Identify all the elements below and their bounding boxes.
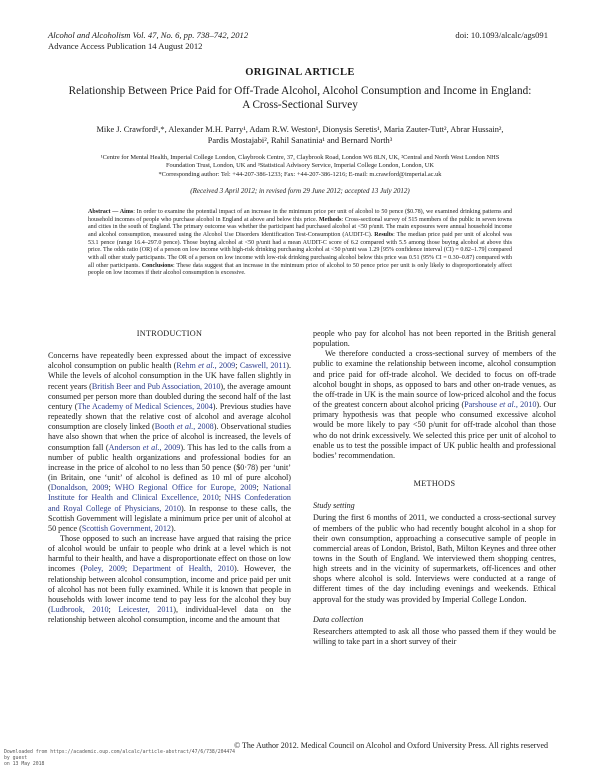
citation-link[interactable]: The Academy of Medical Sciences, 2004 [77, 401, 213, 411]
corresponding-author: *Corresponding author: Tel: +44-207-386-1233; Fax: +44-207-386-1216; E-mail: m.crawford@imperial.ac.uk [158, 170, 442, 178]
citation-link[interactable]: Caswell, 2011 [239, 361, 287, 371]
citation-link[interactable]: Booth [154, 422, 177, 432]
title-line-1: Relationship Between Price Paid for Off-Trade Alcohol, Alcohol Consumption and Income in England: [68, 85, 532, 97]
citation-link[interactable]: NHS Confederation and Royal College of Physicians, 2010 [48, 493, 291, 513]
aims-text: : In order to examine the potential impact of an increase in the minimum price per unit of alcohol to 50 pence ($0.78), we examined drinking patterns and household incomes of people who purchase alcohol in England at above and below this price. [88, 209, 512, 223]
aims-label: Aims [119, 209, 134, 215]
results-label: Results [374, 231, 394, 238]
intro-paragraph-1: Concerns have repeatedly been expressed about the impact of excessive alcohol consumption on public health (Rehm et al., 2009; Caswell, 2011). While the levels of alcohol consumption in the UK have fallen slightly in recent years (British Beer and Pub Association, 2010), the average amount consumed per person more than doubled during the second half of the last century (The Academy of Medical Sciences, 2004). Previous studies have repeatedly shown that the relative cost of alcohol and average alcohol consumption are closely linked (Booth et al., 2008). Observational studies have also shown that when the price of alcohol is increased, the levels of consumption fall (Anderson et al., 2009). This has led to the calls from a number of public health organizations and professional bodies for an increase in the price of alcohol to no less than 50 pence ($0·78) per ‘unit’ (in Britain, one ‘unit’ of alcohol is defined as 10 ml of pure alcohol) (Donaldson, 2009; WHO Regional Office for Europe, 2009; National Institute for Health and Clinical Excellence, 2010; NHS Confederation and Royal College of Physicians, 2010). In response to these calls, the Scottish Government will legislate a minimum price per unit of alcohol at 50 pence (Scottish Government, 2012). [48, 351, 292, 533]
study-setting-subheading: Study setting [313, 501, 355, 511]
citation-link[interactable]: et al. [176, 422, 194, 432]
running-header [48, 30, 248, 52]
citation-link[interactable]: British Beer and Pub Association, 2010 [91, 381, 221, 391]
authors-line-2: Pardis Mostajabi², Rahil Sanatinia¹ and Bernard North³ [207, 136, 393, 145]
left-column [48, 329, 291, 625]
citation-link[interactable]: Poley, 2009 [83, 564, 125, 574]
article-type: ORIGINAL ARTICLE [245, 67, 355, 78]
introduction-heading: INTRODUCTION [136, 329, 203, 338]
citation-link[interactable]: WHO Regional Office for Europe, 2009 [114, 483, 257, 493]
intro-paragraph-3: people who pay for alcohol has not been reported in the British general population. [313, 329, 556, 349]
methods-text: : Cross-sectional survey of 515 members of the public in seven towns and cities in the south of England. The primary outcome was whether the participant had purchased alcohol at <50 p/unit. The main exposures were annual household income and alcohol consumption, measured using the Alcohol Use Disorders Identification Test-Consumption (AUDIT-C). [88, 216, 512, 238]
copyright-notice: © The Author 2012. Medical Council on Alcohol and Oxford University Press. All rights reserved [234, 741, 548, 750]
conclusions-label: Conclusions [141, 262, 173, 269]
data-collection-subheading: Data collection [313, 614, 364, 624]
citation-link[interactable]: et al. [499, 400, 516, 410]
results-text: : The median price paid per unit of alcohol was 53.1 pence (range 16.4–297.0 pence). Those buying alcohol at <50 p/unit had a mean AUDIT-C score of 6.2 compared with 5.5 among those buying alcohol at above this price. The odds ratio (OR) of a person on low income with high-risk drinking purchasing alcohol at <50 p/unit was 1.29 [95% confidence interval (CI) = 0.82–1.79] compared with all other study participants. The OR of a person on low income with low-risk drinking purchasing alcohol below this price was 0.51 (95% CI = 0.30–0.87) compared with all other participants. [88, 231, 512, 269]
citation-link[interactable]: et al. [142, 442, 160, 452]
citation-link[interactable]: Rehm [176, 361, 199, 371]
affiliations-line-2: Foundation Trust, London, UK and ³Statistical Advisory Service, Imperial College London, London, UK [166, 162, 434, 170]
affiliations-line-1: ¹Centre for Mental Health, Imperial College London, Claybrook Centre, 37, Claybrook Road, London W6 8LN, UK, ²Central and North West London NHS [100, 154, 500, 161]
journal-citation: Alcohol and Alcoholism Vol. 47, No. 6, pp. 738–742, 2012 [48, 30, 249, 40]
citation-link[interactable]: , 2009 [214, 361, 236, 371]
methods-heading: METHODS [413, 479, 456, 489]
citation-link[interactable]: National Institute for Health and Clinical Excellence, 2010 [48, 483, 291, 503]
citation-link[interactable]: Leicester, 2011 [118, 605, 174, 615]
conclusions-text: : These data suggest that an increase in the minimum price of alcohol to 50 pence price per unit is only likely to disproportionately affect people on low incomes if their alcohol consumption is excessive. [88, 262, 512, 277]
intro-paragraph-4: We therefore conducted a cross-sectional survey of members of the public to examine the relationship between income, alcohol consumption and price paid for off-trade alcohol. We decided to focus on off-trade alcohol bought in shops, as opposed to bars and other on-trade venues, as the off-trade in UK is the main source of low-priced alcohol and the focus of the greatest concern about alcohol pricing (Parshouse et al., 2010). Our primary hypothesis was that people who consumed excessive alcohol would be more likely to pay <50 p/unit for off-trade alcohol than those who do not drink excessively. We selected this price per unit of alcohol to enable us to test the possible impact of UK public health and professional bodies’ recommendation. [313, 349, 557, 460]
article-title [60, 84, 540, 112]
citation-link[interactable]: , 2010 [515, 400, 537, 410]
author-list [48, 124, 552, 146]
citation-link[interactable]: , 2008 [193, 422, 214, 432]
download-date: on 13 May 2018 [4, 762, 45, 767]
affiliations [48, 154, 552, 179]
citation-link[interactable]: Parshouse [464, 400, 500, 410]
dates-text: Received 3 April 2012; in revised form 29 June 2012; accepted 13 July 2012 [192, 187, 408, 195]
citation-link[interactable]: Department of Health, 2010 [132, 564, 234, 574]
data-collection-paragraph: Researchers attempted to ask all those who passed them if they would be willing to take part in a short survey of their [313, 626, 556, 647]
title-line-2: A Cross-Sectional Survey [242, 99, 358, 111]
citation-link[interactable]: et al. [198, 361, 215, 371]
citation-link[interactable]: Donaldson, 2009 [50, 483, 109, 493]
citation-link[interactable]: Ludbrook, 2010 [50, 605, 109, 615]
citation-link[interactable]: Scottish Government, 2012 [81, 523, 171, 533]
download-stamp [4, 750, 235, 768]
abstract-label: Abstract — [88, 209, 120, 215]
download-url[interactable]: Downloaded from https://academic.oup.com/alcalc/article-abstract/47/6/738/204474 [4, 750, 236, 755]
received-dates: (Received 3 April 2012; in revised form 29 June 2012; accepted 13 July 2012) [190, 187, 410, 195]
methods-label: Methods [318, 216, 342, 223]
study-setting-paragraph: During the first 6 months of 2011, we conducted a cross-sectional survey of members of the public who had recently bought alcohol in a shop for their own consumption, approaching a consecutive sample of people in commercial areas of London, Bristol, Bath, Milton Keynes and three other towns in the South of England. We interviewed them shopping centres, high streets and in the vicinity of supermarkets, off-licences and other shops where alcohol is sold. Interviews were conducted at a range of different times of the day including evenings and weekends. Ethical approval for the study was provided by Imperial College London. [313, 513, 556, 604]
doi-link[interactable]: doi: 10.1093/alcalc/ags091 [455, 30, 548, 40]
right-column [313, 329, 556, 647]
authors-line-1: Mike J. Crawford¹,*, Alexander M.H. Parry¹, Adam R.W. Weston¹, Dionysis Seretis¹, Maria Zauter-Tutt², Abrar Hussain², [96, 125, 504, 134]
citation-link[interactable]: , 2009 [159, 442, 181, 452]
intro-paragraph-2: Those opposed to such an increase have argued that raising the price of alcohol would be unfair to people who drink at a level which is not harmful to their health, and have a disproportionate effect on those on low incomes (Poley, 2009; Department of Health, 2010). However, the relationship between alcohol consumption, income and price paid per unit of alcohol has not been fully examined. While it is known that people in households with lower income tend to pay less for the alcohol they buy (Ludbrook, 2010; Leicester, 2011), individual-level data on the relationship between alcohol consumption, income and the amount that [48, 533, 291, 625]
abstract [88, 209, 512, 278]
advance-access-line: Advance Access Publication 14 August 2012 [48, 41, 203, 51]
citation-link[interactable]: Anderson [108, 442, 143, 452]
download-user: by guest [4, 756, 28, 761]
